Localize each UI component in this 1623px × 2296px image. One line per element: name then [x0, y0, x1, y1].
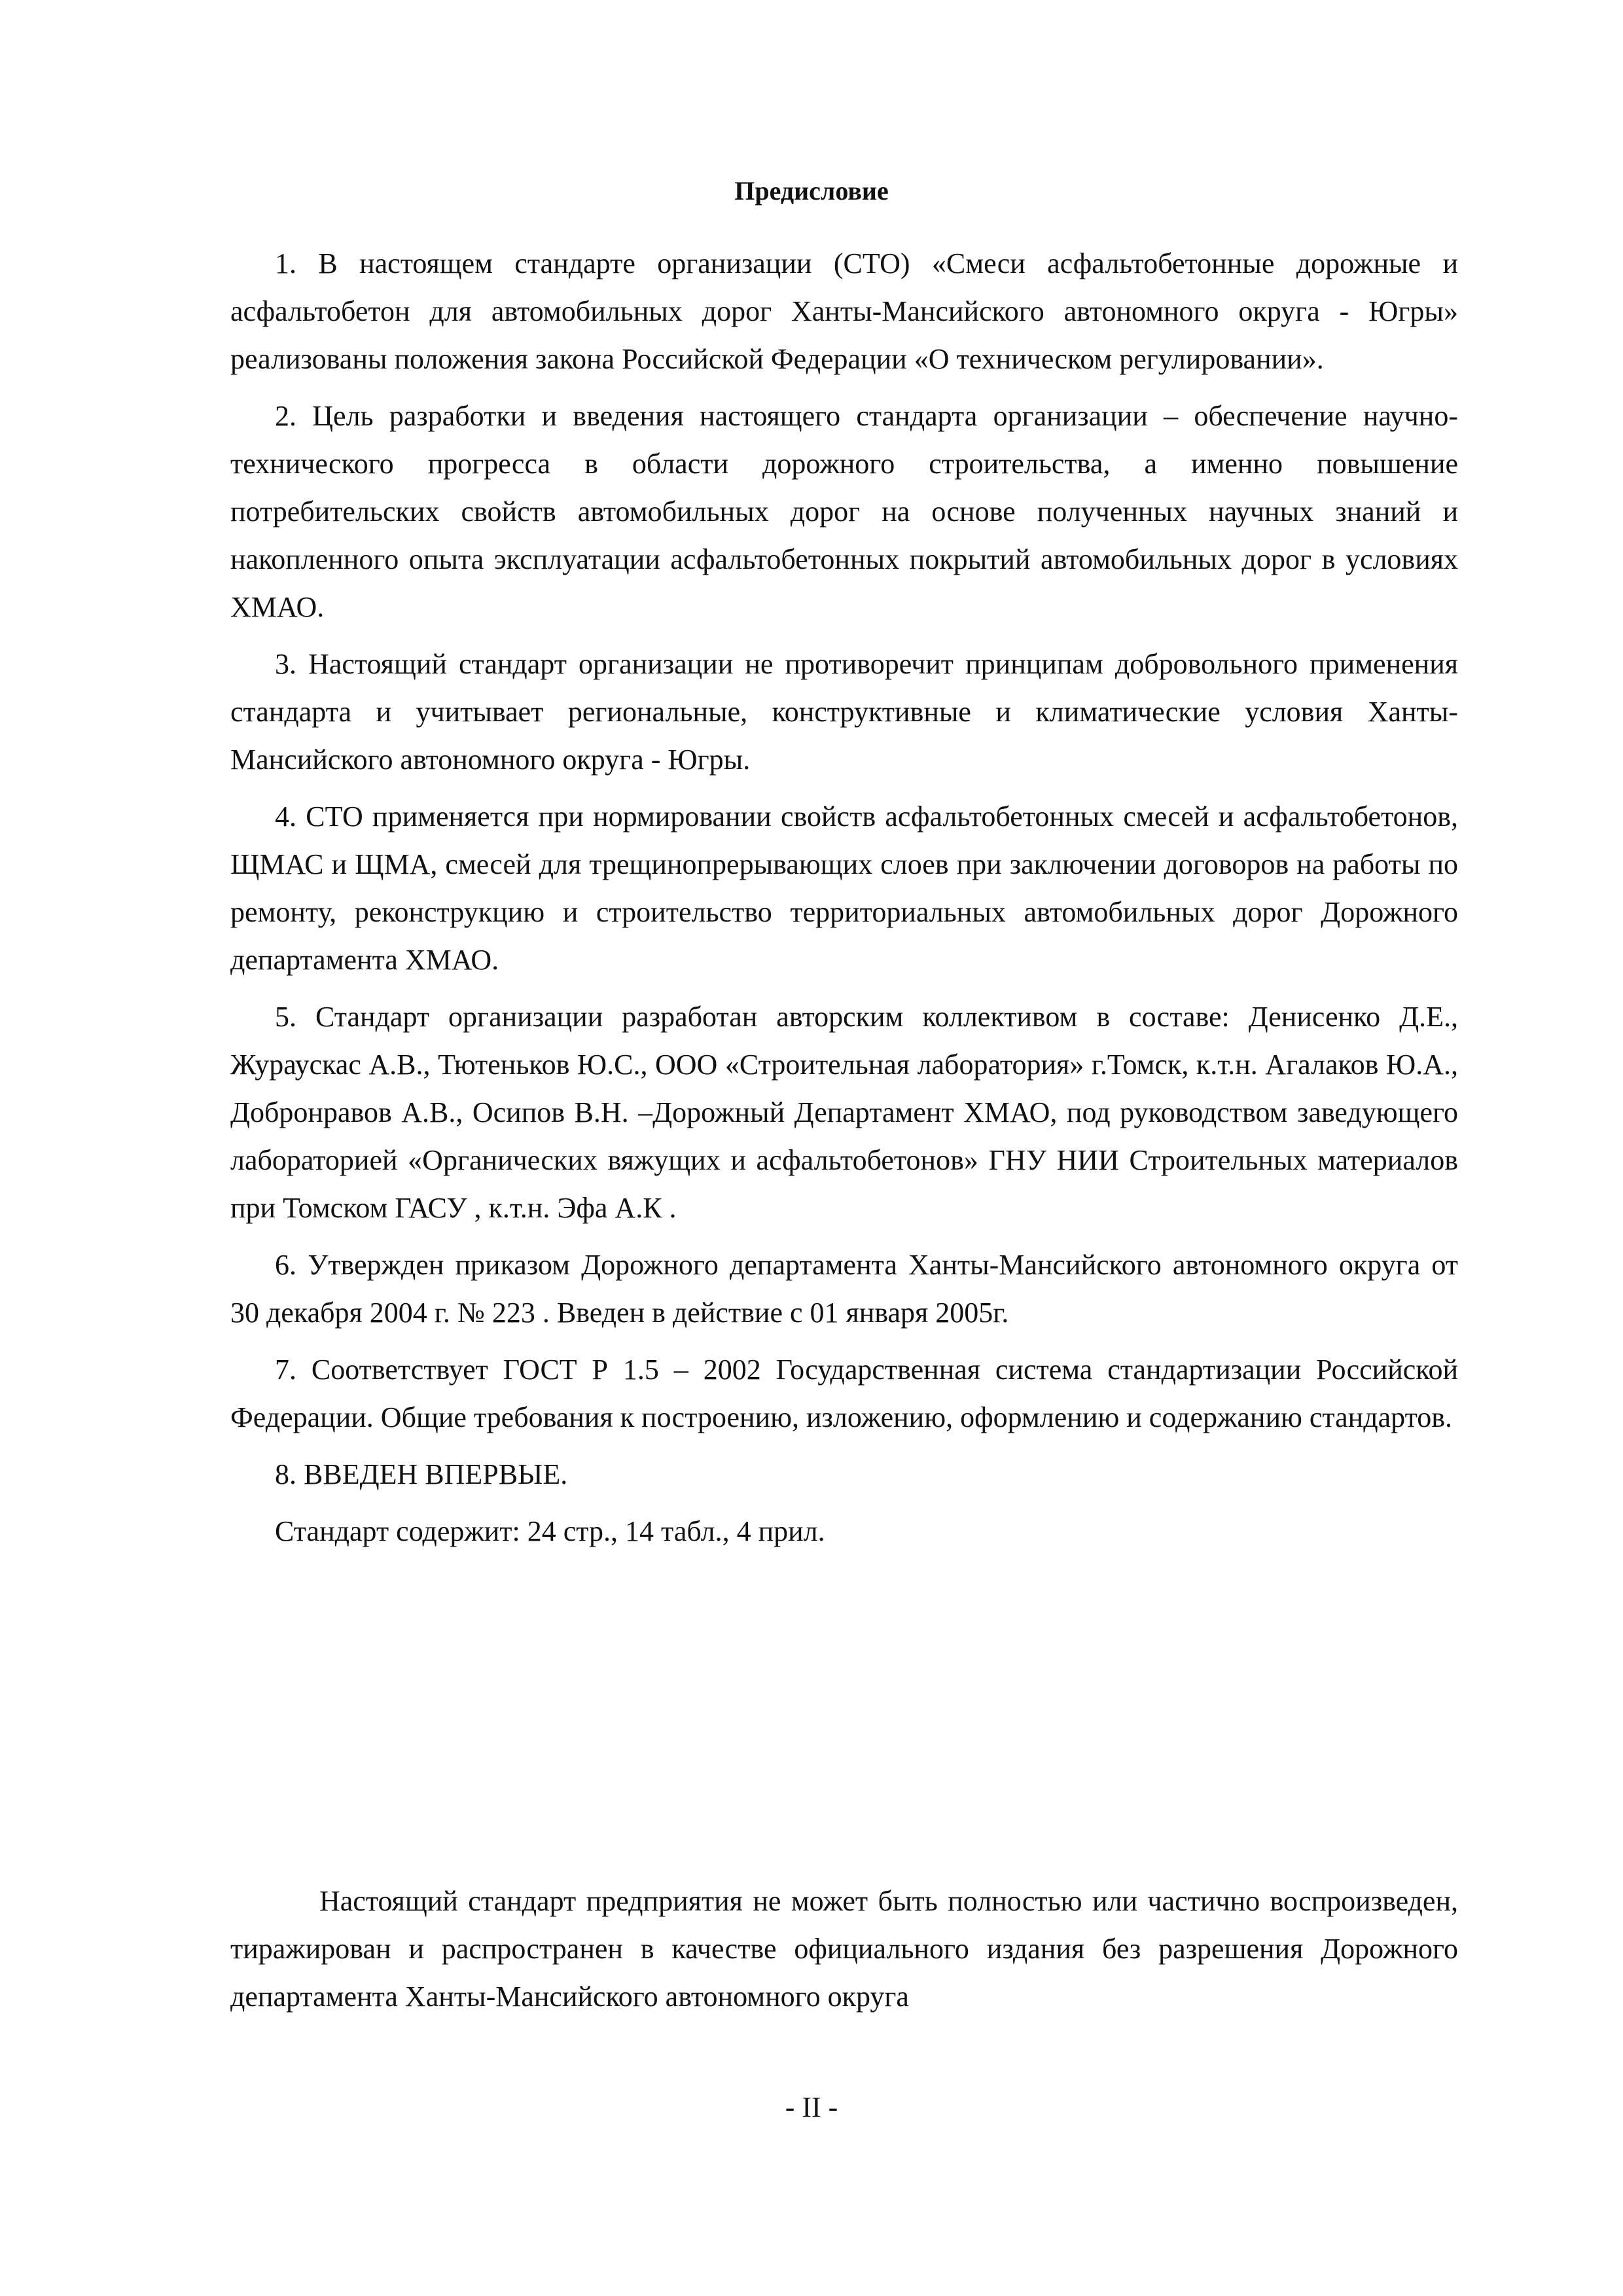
preface-item-7: 7. Соответствует ГОСТ Р 1.5 – 2002 Государственная система стандартизации Российской Федерации. Общие требования к построению, изложению, оформлению и содержанию стандартов.	[230, 1354, 1458, 1433]
preface-body	[230, 240, 1458, 1564]
contents-summary: Стандарт содержит: 24 стр., 14 табл., 4 прил.	[275, 1515, 825, 1547]
preface-item-3: 3. Настоящий стандарт организации не противоречит принципам добровольного применения стандарта и учитывает региональные, конструктивные и климатические условия Ханты-Мансийского автономного округа - Югры.	[230, 648, 1458, 776]
preface-item-1: 1. В настоящем стандарте организации (СТО) «Смеси асфальтобетонные дорожные и асфальтобетон для автомобильных дорог Ханты-Мансийского автономного округа - Югры» реализованы положения закона Российской Федерации «О техническом регулировании».	[230, 247, 1458, 375]
preface-item-8: 8. ВВЕДЕН ВПЕРВЫЕ.	[275, 1458, 568, 1490]
preface-item-6: 6. Утвержден приказом Дорожного департамента Ханты-Мансийского автономного округа от 30 декабря 2004 г. № 223 . Введен в действие с 01 января 2005г.	[230, 1249, 1458, 1329]
page-number: - II -	[785, 2091, 838, 2123]
preface-item-2: 2. Цель разработки и введения настоящего стандарта организации – обеспечение научно-технического прогресса в области дорожного строительства, а именно повышение потребительских свойств автомобильных дорог на основе полученных научных знаний и накопленного опыта эксплуатации асфальтобетонных покрытий автомобильных дорог в условиях ХМАО.	[230, 400, 1458, 623]
preface-item-5: 5. Стандарт организации разработан авторским коллективом в составе: Денисенко Д.Е., Жураускас А.В., Тютеньков Ю.С., ООО «Строительная лаборатория» г.Томск, к.т.н. Агалаков Ю.А., Добронравов А.В., Осипов В.Н. –Дорожный Департамент ХМАО, под руководством заведующего лабораторией «Органических вяжущих и асфальтобетонов» ГНУ НИИ Строительных материалов при Томском ГАСУ , к.т.н. Эфа А.К .	[230, 1001, 1458, 1224]
copyright-notice-text: Настоящий стандарт предприятия не может быть полностью или частично воспроизведен, тиражирован и распространен в качестве официального издания без разрешения Дорожного департамента Ханты-Мансийского автономного округа	[230, 1885, 1458, 2013]
page-title: Предисловие	[734, 176, 889, 206]
copyright-notice	[230, 1877, 1458, 2020]
preface-item-4: 4. СТО применяется при нормировании свойств асфальтобетонных смесей и асфальтобетонов, ЩМАС и ЩМА, смесей для трещинопрерывающих слоев при заключении договоров на работы по ремонту, реконструкцию и строительство территориальных автомобильных дорог Дорожного департамента ХМАО.	[230, 800, 1458, 976]
